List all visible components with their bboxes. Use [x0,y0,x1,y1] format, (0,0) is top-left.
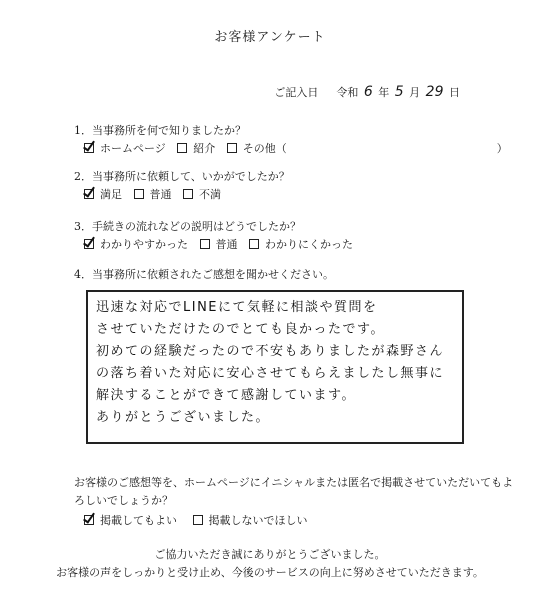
thanks-line-1: ご協力いただき誠にありがとうございました。 [154,548,386,561]
checkbox-checked[interactable] [84,143,94,153]
answer-line: の落ち着いた対応に安心させてもらえましたし無事に [96,366,445,381]
q1-option-referral[interactable]: 紹介 [177,140,215,156]
checkbox[interactable] [227,143,237,153]
checkbox[interactable] [177,143,187,153]
date-year-unit: 年 [378,86,390,99]
date-month: 5 [394,84,404,100]
q2-option-normal[interactable]: 普通 [134,186,172,202]
checkbox[interactable] [183,189,193,199]
checkbox-checked[interactable] [84,239,94,249]
q1-option-homepage[interactable]: ホームページ [84,140,166,156]
checkbox[interactable] [193,515,203,525]
q1-option-other[interactable]: その他（ ） [227,140,508,156]
answer-line: 解決することができて感謝しています。 [96,388,356,403]
question-2-options [84,186,229,202]
answer-line: 迅速な対応でLINEにて気軽に相談や質問を [96,300,378,315]
question-2: 2．当事務所に依頼して、いかがでしたか？ [74,170,290,183]
checkbox-checked[interactable] [84,515,94,525]
q2-option-satisfied[interactable]: 満足 [84,186,122,202]
question-4: 4．当事務所に依頼されたご感想を聞かせください。 [74,268,334,281]
checkbox[interactable] [249,239,259,249]
q3-option-normal[interactable]: 普通 [200,236,238,252]
q2-option-dissatisfied[interactable]: 不満 [183,186,221,202]
publish-question-line-2: ろしいでしょうか？ [74,494,173,507]
question-1: 1．当事務所を何で知りましたか？ [74,124,246,137]
question-3-options [84,236,361,252]
form-title: お客様アンケート [214,30,326,45]
thanks-line-2: お客様の声をしっかりと受け止め、今後のサービスの向上に努めさせていただきます。 [56,566,484,579]
publish-option-no[interactable]: 掲載しないでほしい [193,512,308,528]
date-day-unit: 日 [449,86,460,99]
answer-line: ありがとうございました。 [96,410,271,425]
date-day: 29 [425,84,444,100]
q3-option-clear[interactable]: わかりやすかった [84,236,188,252]
comment-answer-box[interactable] [86,290,464,444]
question-1-options [84,140,516,156]
publish-option-ok[interactable]: 掲載してもよい [84,512,177,528]
date-month-unit: 月 [409,86,421,99]
checkbox[interactable] [134,189,144,199]
answer-line: 初めての経験だったので不安もありましたが森野さん [96,344,445,359]
date-year: 6 [363,84,373,100]
question-3: 3．手続きの流れなどの説明はどうでしたか？ [74,220,301,233]
publish-options [84,512,316,528]
checkbox-checked[interactable] [84,189,94,199]
entry-date [274,84,460,100]
checkbox[interactable] [200,239,210,249]
date-label: ご記入日 [274,86,319,99]
answer-line: させていただけたのでとても良かったです。 [96,322,385,337]
q3-option-unclear[interactable]: わかりにくかった [249,236,353,252]
publish-question-line-1: お客様のご感想等を、ホームページにイニシャルまたは匿名で掲載させていただいてもよ [74,476,514,489]
date-era: 令和 [336,86,359,99]
